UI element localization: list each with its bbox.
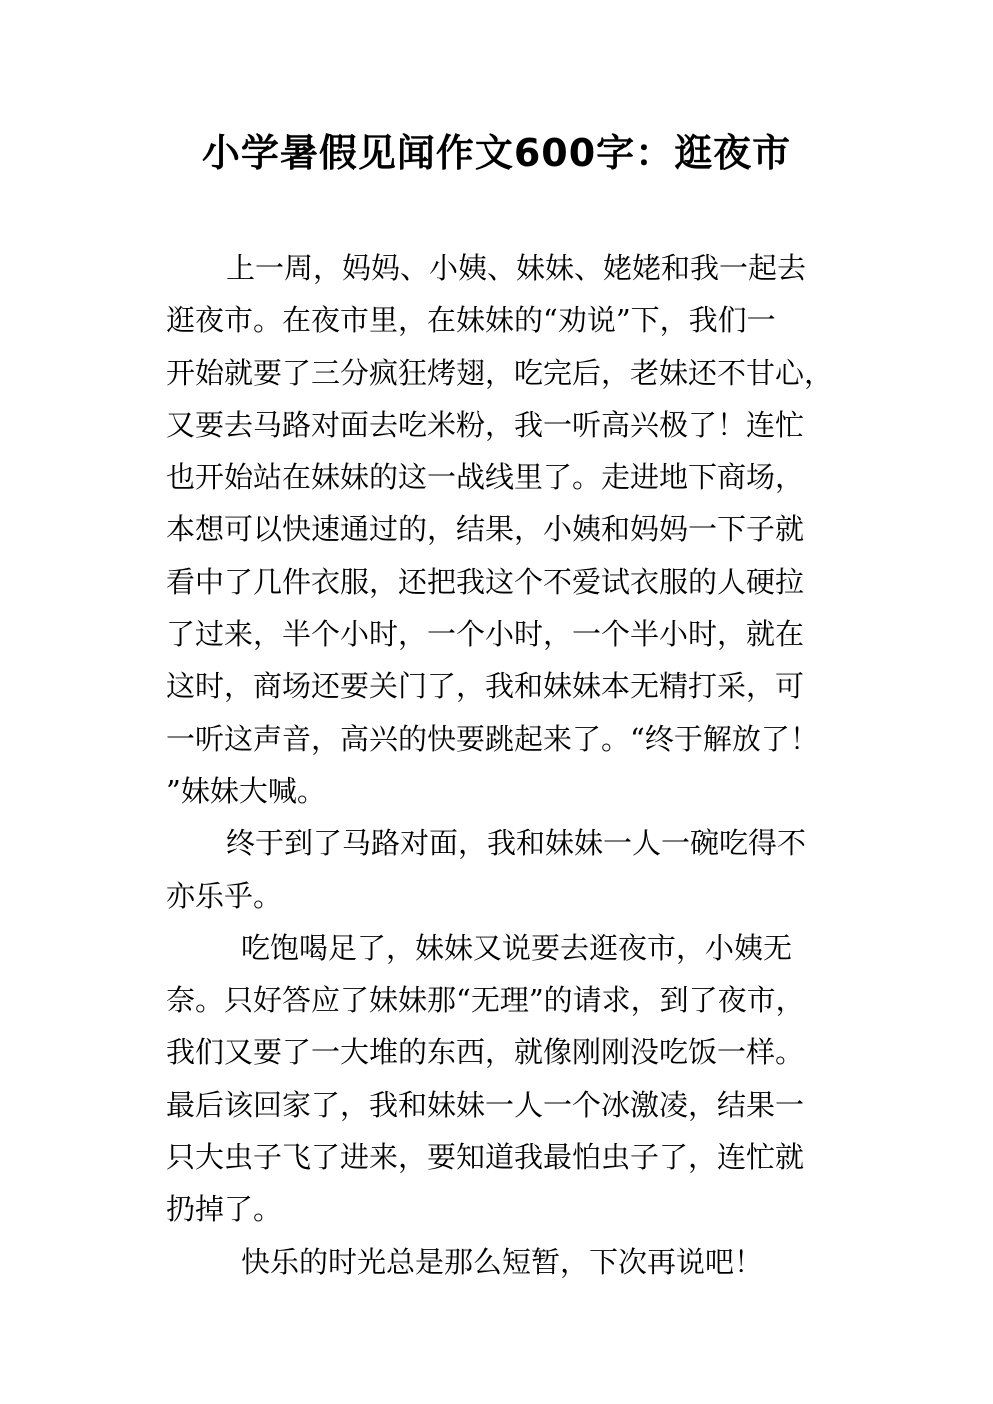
text-line: 我们又要了一大堆的东西，就像刚刚没吃饭一样。 bbox=[166, 1035, 805, 1070]
text-line: 扔掉了。 bbox=[166, 1192, 283, 1227]
text-line: 只大虫子飞了进来，要知道我最怕虫子了，连忙就 bbox=[166, 1140, 805, 1175]
text-line: 这时，商场还要关门了，我和妹妹本无精打采，可 bbox=[166, 669, 805, 704]
text-line: 也开始站在妹妹的这一战线里了。走进地下商场， bbox=[166, 460, 805, 495]
document-title: 小学暑假见闻作文600字：逛夜市 bbox=[201, 131, 792, 175]
text-line: 终于到了马路对面，我和妹妹一人一碗吃得不 bbox=[226, 826, 807, 861]
text-line: 一听这声音，高兴的快要跳起来了。“终于解放了！ bbox=[166, 721, 819, 756]
text-line: 逛夜市。在夜市里，在妹妹的“劝说”下，我们一 bbox=[166, 303, 776, 338]
text-line: 了过来，半个小时，一个小时，一个半小时，就在 bbox=[166, 617, 805, 652]
text-line: 吃饱喝足了，妹妹又说要去逛夜市，小姨无 bbox=[241, 930, 793, 965]
text-line: 看中了几件衣服，还把我这个不爱试衣服的人硬拉 bbox=[166, 564, 805, 599]
text-line: ”妹妹大喊。 bbox=[166, 773, 326, 808]
text-line: 奈。只好答应了妹妹那“无理”的请求，到了夜市， bbox=[166, 983, 805, 1018]
text-line: 上一周，妈妈、小姨、妹妹、姥姥和我一起去 bbox=[226, 251, 807, 285]
text-line: 快乐的时光总是那么短暂，下次再说吧！ bbox=[241, 1244, 764, 1279]
text-line: 亦乐乎。 bbox=[166, 878, 283, 913]
document-body bbox=[166, 248, 846, 1294]
text-line: 本想可以快速通过的，结果，小姨和妈妈一下子就 bbox=[166, 512, 805, 547]
text-line: 开始就要了三分疯狂烤翅，吃完后，老妹还不甘心， bbox=[166, 355, 834, 390]
text-line: 最后该回家了，我和妹妹一人一个冰激凌，结果一 bbox=[166, 1087, 805, 1122]
text-line: 又要去马路对面去吃米粉，我一听高兴极了！连忙 bbox=[166, 407, 805, 442]
